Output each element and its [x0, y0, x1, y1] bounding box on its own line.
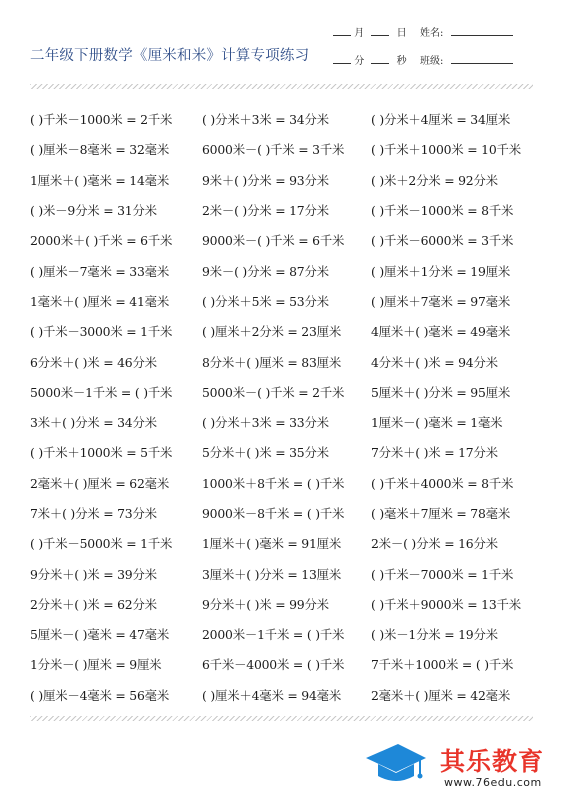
problem-item[interactable]: ( )厘米＋2分米 = 23厘米 — [202, 324, 342, 340]
name-field[interactable] — [420, 24, 513, 39]
problem-item[interactable]: ( )千米－6000米 = 3千米 — [371, 233, 514, 249]
date-field[interactable] — [333, 24, 407, 39]
day-label: 日 — [396, 28, 407, 39]
brand-logo — [364, 736, 564, 796]
problem-item[interactable]: ( )分米＋4厘米 = 34厘米 — [371, 112, 511, 128]
problem-item[interactable]: ( )千米－1000米 = 8千米 — [371, 203, 514, 219]
problem-item[interactable]: 9米＋( )分米 = 93分米 — [202, 172, 329, 188]
problem-item[interactable]: ( )千米－1000米 = 2千米 — [30, 112, 173, 128]
page-title: 二年级下册数学《厘米和米》计算专项练习 — [30, 48, 310, 64]
problem-item[interactable]: 8分米＋( )厘米 = 83厘米 — [202, 354, 342, 370]
problem-item[interactable]: 1厘米＋( )毫米 = 91厘米 — [202, 536, 342, 552]
problem-item[interactable]: 1分米－( )厘米 = 9厘米 — [30, 657, 162, 673]
problem-item[interactable]: ( )米＋2分米 = 92分米 — [371, 172, 498, 188]
problem-item[interactable]: ( )千米－3000米 = 1千米 — [30, 324, 173, 340]
brand-name: 其乐教育 — [440, 747, 545, 776]
problem-item[interactable]: ( )千米－5000米 = 1千米 — [30, 536, 173, 552]
second-label: 秒 — [396, 56, 407, 67]
bottom-divider — [30, 716, 533, 721]
problem-item[interactable]: 3米＋( )分米 = 34分米 — [30, 415, 157, 431]
problem-item[interactable]: ( )米－9分米 = 31分米 — [30, 203, 157, 219]
problem-item[interactable]: 2毫米＋( )厘米 = 62毫米 — [30, 475, 170, 491]
time-field[interactable] — [333, 52, 407, 67]
problem-item[interactable]: ( )千米＋9000米 = 13千米 — [371, 596, 521, 612]
problem-item[interactable]: ( )千米＋1000米 = 5千米 — [30, 445, 173, 461]
problem-item[interactable]: 9000米－8千米 = ( )千米 — [202, 506, 345, 521]
month-blank[interactable] — [333, 35, 351, 36]
problem-item[interactable]: 5000米－1千米 = ( )千米 — [30, 384, 173, 400]
problem-item[interactable]: 9分米＋( )米 = 99分米 — [202, 596, 329, 612]
top-divider — [30, 84, 533, 89]
problem-item[interactable]: 3厘米＋( )分米 = 13厘米 — [202, 566, 342, 582]
problem-item[interactable]: 9米－( )分米 = 87分米 — [202, 263, 329, 279]
problem-item[interactable]: 5000米－( )千米 = 2千米 — [202, 384, 345, 400]
problem-item[interactable]: 5厘米－( )毫米 = 47毫米 — [30, 627, 170, 643]
minute-blank[interactable] — [333, 63, 351, 64]
brand-url: www.76edu.com — [444, 776, 542, 789]
class-blank[interactable] — [451, 63, 513, 64]
problem-item[interactable]: 7分米＋( )米 = 17分米 — [371, 445, 498, 461]
problem-item[interactable]: ( )千米＋4000米 = 8千米 — [371, 475, 514, 491]
problem-item[interactable]: 7千米＋1000米 = ( )千米 — [371, 657, 514, 673]
problem-item[interactable]: 4分米＋( )米 = 94分米 — [371, 354, 498, 370]
name-label: 姓名: — [420, 28, 444, 39]
class-field[interactable] — [420, 52, 513, 67]
problem-item[interactable]: 2米－( )分米 = 16分米 — [371, 536, 498, 552]
second-blank[interactable] — [371, 63, 389, 64]
problem-item[interactable]: 2000米＋( )千米 = 6千米 — [30, 233, 173, 249]
problem-item[interactable]: ( )厘米＋4毫米 = 94毫米 — [202, 687, 342, 703]
class-label: 班级: — [420, 56, 444, 67]
name-blank[interactable] — [451, 35, 513, 36]
problem-item[interactable]: ( )千米＋1000米 = 10千米 — [371, 142, 521, 158]
problem-item[interactable]: 6000米－( )千米 = 3千米 — [202, 142, 345, 158]
minute-label: 分 — [354, 56, 365, 67]
problem-item[interactable]: ( )毫米＋7厘米 = 78毫米 — [371, 506, 511, 521]
problem-item[interactable]: 5厘米＋( )分米 = 95厘米 — [371, 384, 511, 400]
graduation-cap-icon — [364, 742, 428, 788]
problem-item[interactable]: 1毫米＋( )厘米 = 41毫米 — [30, 293, 170, 309]
problem-item[interactable]: 1000米＋8千米 = ( )千米 — [202, 475, 345, 491]
problem-grid — [30, 104, 540, 710]
problem-item[interactable]: ( )厘米＋1分米 = 19厘米 — [371, 263, 511, 279]
problem-item[interactable]: ( )厘米＋7毫米 = 97毫米 — [371, 293, 511, 309]
problem-item[interactable]: 2000米－1千米 = ( )千米 — [202, 627, 345, 643]
problem-item[interactable]: 5分米＋( )米 = 35分米 — [202, 445, 329, 461]
problem-item[interactable]: ( )米－1分米 = 19分米 — [371, 627, 498, 643]
problem-item[interactable]: 6分米＋( )米 = 46分米 — [30, 354, 157, 370]
problem-item[interactable]: 6千米－4000米 = ( )千米 — [202, 657, 345, 673]
problem-item[interactable]: 2毫米＋( )厘米 = 42毫米 — [371, 687, 511, 703]
problem-item[interactable]: ( )厘米－8毫米 = 32毫米 — [30, 142, 170, 158]
problem-item[interactable]: ( )厘米－4毫米 = 56毫米 — [30, 687, 170, 703]
problem-item[interactable]: 2米－( )分米 = 17分米 — [202, 203, 329, 219]
problem-item[interactable]: 9000米－( )千米 = 6千米 — [202, 233, 345, 249]
problem-item[interactable]: ( )厘米－7毫米 = 33毫米 — [30, 263, 170, 279]
problem-item[interactable]: 7米＋( )分米 = 73分米 — [30, 506, 157, 521]
problem-item[interactable]: 2分米＋( )米 = 62分米 — [30, 596, 157, 612]
problem-item[interactable]: 9分米＋( )米 = 39分米 — [30, 566, 157, 582]
problem-item[interactable]: 1厘米－( )毫米 = 1毫米 — [371, 415, 503, 431]
month-label: 月 — [354, 28, 365, 39]
problem-item[interactable]: ( )千米－7000米 = 1千米 — [371, 566, 514, 582]
problem-item[interactable]: ( )分米＋3米 = 33分米 — [202, 415, 329, 431]
problem-item[interactable]: ( )分米＋5米 = 53分米 — [202, 293, 329, 309]
day-blank[interactable] — [371, 35, 389, 36]
problem-item[interactable]: 4厘米＋( )毫米 = 49毫米 — [371, 324, 511, 340]
problem-item[interactable]: ( )分米＋3米 = 34分米 — [202, 112, 329, 128]
problem-item[interactable]: 1厘米＋( )毫米 = 14毫米 — [30, 172, 170, 188]
